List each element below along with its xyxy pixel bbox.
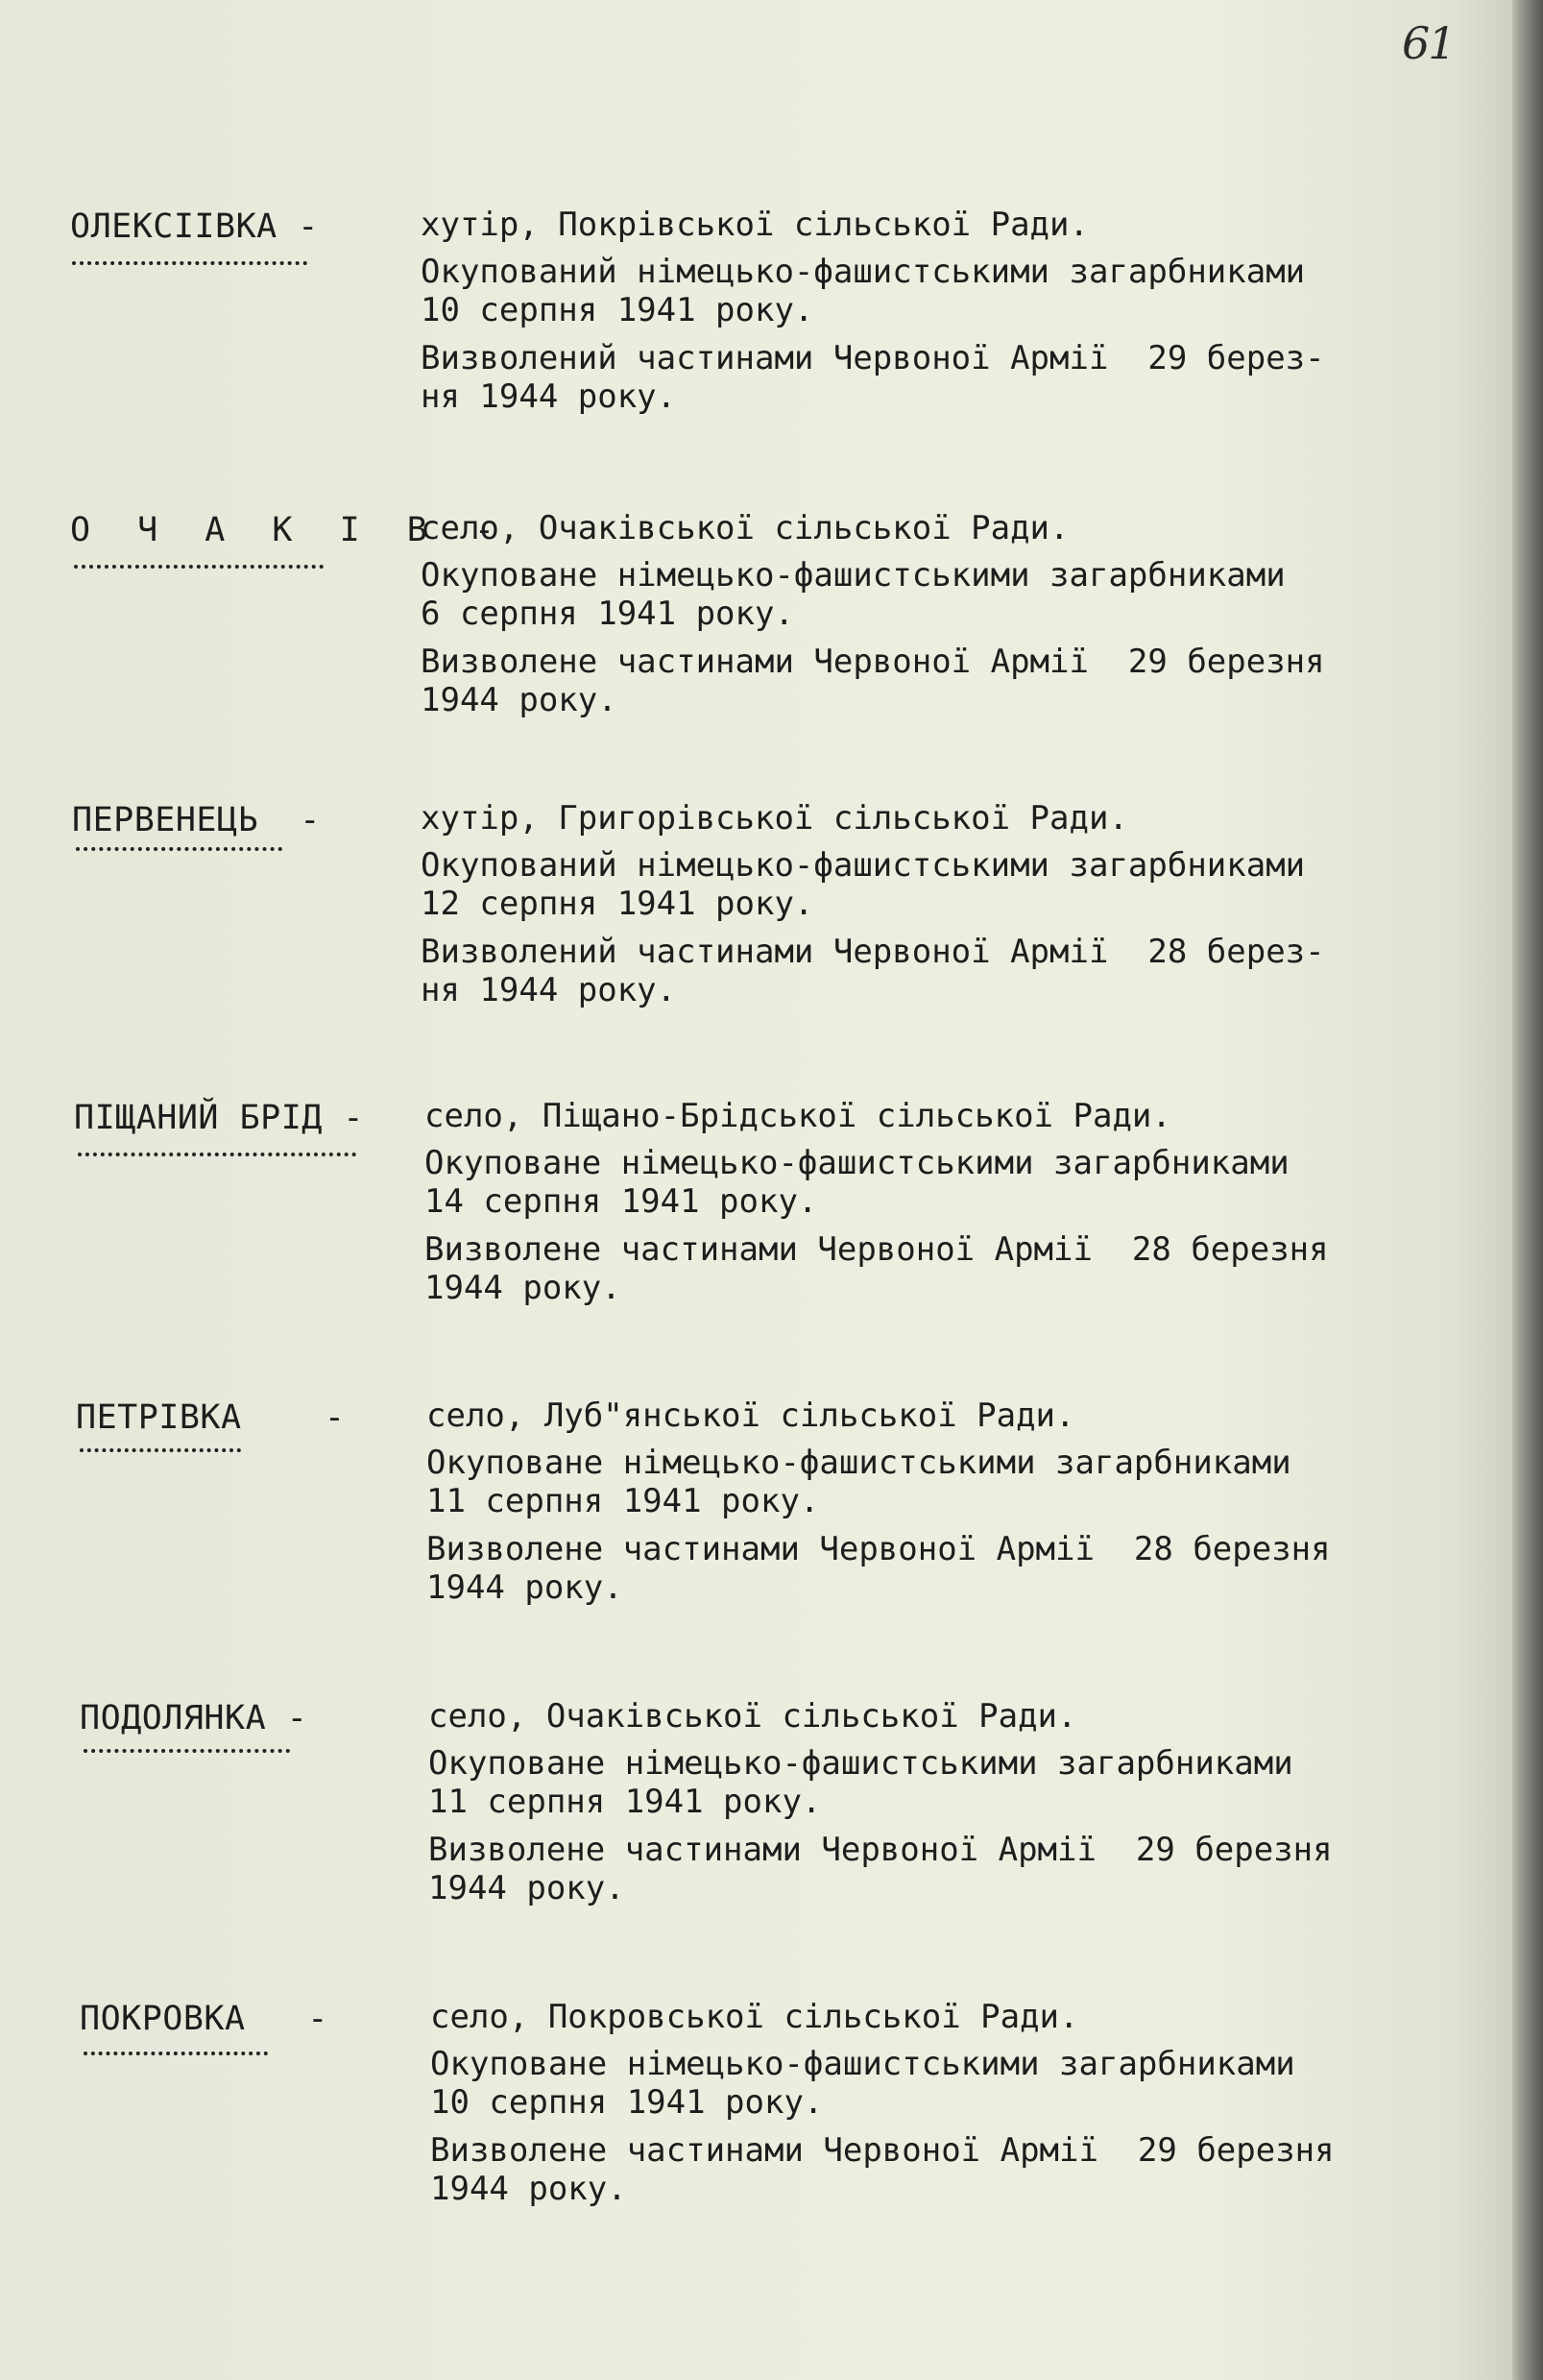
liberation-line: Визволене частинами Червоної Армії 29 березня [428,1831,1333,1869]
occupation-paragraph [421,253,1486,329]
settlement-name: ПОДОЛЯНКА - [80,1699,308,1737]
liberation-paragraph [424,1230,1490,1307]
liberation-line: Визволене частинами Червоної Армії 28 березня [426,1530,1331,1568]
settlement-name: ПЕТРІВКА - [76,1398,346,1437]
settlement-name: ПЕРВЕНЕЦЬ - [72,801,321,839]
occupation-line: Окупований німецько-фашистськими загарбниками [421,846,1306,885]
liberation-paragraph [421,643,1486,719]
page-edge-shadow [1512,0,1543,2380]
liberation-date-line: 1944 року. [421,681,617,719]
entry-text [421,797,1486,1019]
occupation-date-line: 11 серпня 1941 року. [426,1482,820,1520]
occupation-paragraph [430,2045,1496,2122]
liberation-line: Визволене частинами Червоної Армії 28 березня [424,1230,1329,1269]
entry-text [428,1695,1494,1917]
liberation-paragraph [426,1530,1492,1607]
occupation-date-line: 14 серпня 1941 року. [424,1182,818,1221]
liberation-line: Визволений частинами Червоної Армії 28 берез- [421,933,1325,971]
occupation-line: Окуповане німецько-фашистськими загарбниками [421,556,1286,595]
entry-text [421,204,1486,425]
status-line: хутір, Григорівської сільської Ради. [421,799,1128,838]
occupation-line: Окуповане німецько-фашистськими загарбниками [426,1444,1291,1482]
liberation-line: Визволене частинами Червоної Армії 29 березня [421,643,1325,681]
name-underline [72,261,307,265]
occupation-paragraph [421,556,1486,633]
status-line: село, Очаківської сільської Ради. [421,509,1070,547]
name-underline [74,565,324,569]
liberation-date-line: 1944 року. [430,2170,627,2208]
occupation-date-line: 11 серпня 1941 року. [428,1783,822,1821]
status-line: хутір, Покрівської сільської Ради. [421,206,1089,244]
status-line: село, Піщано-Брідської сільської Ради. [424,1097,1171,1135]
name-underline [76,847,282,851]
occupation-paragraph [421,846,1486,923]
liberation-date-line: 1944 року. [424,1269,621,1307]
occupation-line: Окуповане німецько-фашистськими загарбниками [430,2045,1295,2083]
liberation-paragraph [428,1831,1494,1907]
occupation-date-line: 10 серпня 1941 року. [421,291,814,329]
settlement-name: ПІЩАНИЙ БРІД - [74,1099,365,1137]
status-line: село, Покровської сільської Ради. [430,1998,1079,2036]
status-line: село, Луб"янської сільської Ради. [426,1396,1075,1435]
entry-text [426,1395,1492,1616]
liberation-paragraph [421,933,1486,1009]
page-number: 61 [1402,17,1455,69]
liberation-line: Визволений частинами Червоної Армії 29 берез- [421,339,1325,377]
settlement-name: ПОКРОВКА - [80,2000,328,2038]
liberation-paragraph [430,2131,1496,2208]
name-underline [84,2052,268,2055]
entry-text [424,1095,1490,1317]
occupation-line: Окуповане німецько-фашистськими загарбниками [428,1744,1293,1783]
name-underline [78,1153,356,1156]
liberation-date-line: ня 1944 року. [421,377,677,416]
entry-text [421,507,1486,729]
occupation-line: Окуповане німецько-фашистськими загарбниками [424,1144,1290,1182]
liberation-date-line: 1944 року. [428,1869,625,1907]
settlement-name: ОЛЕКСІІВКА - [70,207,319,246]
liberation-date-line: 1944 року. [426,1568,623,1607]
occupation-paragraph [424,1144,1490,1221]
occupation-date-line: 10 серпня 1941 року. [430,2083,824,2122]
liberation-date-line: ня 1944 року. [421,971,677,1009]
name-underline [80,1448,241,1452]
settlement-name: О Ч А К І В - [70,511,508,549]
liberation-line: Визволене частинами Червоної Армії 29 березня [430,2131,1335,2170]
liberation-paragraph [421,339,1486,416]
status-line: село, Очаківської сільської Ради. [428,1697,1077,1736]
entry-text [430,1996,1496,2218]
occupation-line: Окупований німецько-фашистськими загарбниками [421,253,1306,291]
occupation-paragraph [426,1444,1492,1520]
occupation-date-line: 12 серпня 1941 року. [421,885,814,923]
name-underline [84,1749,290,1753]
occupation-paragraph [428,1744,1494,1821]
occupation-date-line: 6 серпня 1941 року. [421,595,794,633]
